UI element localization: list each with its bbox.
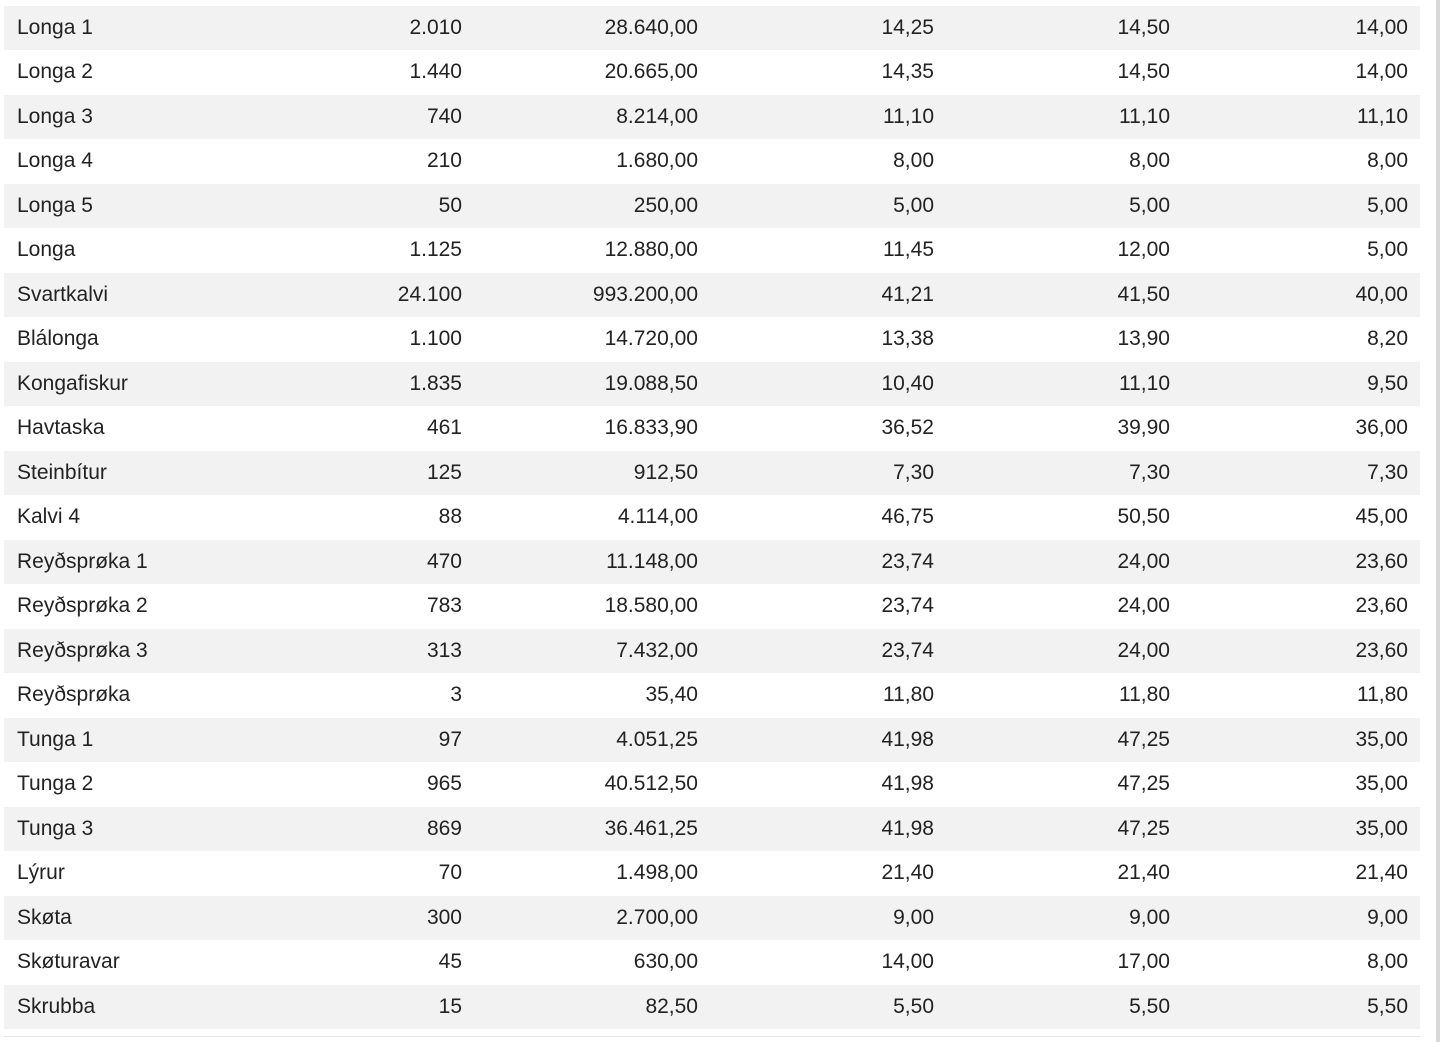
max-price-cell: 11,10 <box>934 95 1170 140</box>
max-price-cell: 21,40 <box>934 852 1170 897</box>
total-value-cell: 19.088,50 <box>462 362 698 407</box>
average-price-cell: 5,50 <box>698 985 934 1030</box>
quantity-cell: 70 <box>304 852 462 897</box>
min-price-cell: 23,60 <box>1170 585 1420 630</box>
max-price-cell: 24,00 <box>934 540 1170 585</box>
table-row <box>4 718 1420 763</box>
table-row <box>4 896 1420 941</box>
total-value-cell: 630,00 <box>462 941 698 986</box>
table-row <box>4 540 1420 585</box>
quantity-cell: 24.100 <box>304 273 462 318</box>
max-price-cell: 17,00 <box>934 941 1170 986</box>
max-price-cell: 8,00 <box>934 140 1170 185</box>
average-price-cell: 8,00 <box>698 140 934 185</box>
average-price-cell: 23,74 <box>698 540 934 585</box>
table-row <box>4 273 1420 318</box>
average-price-cell: 14,00 <box>698 941 934 986</box>
price-table <box>4 6 1420 1030</box>
species-name-cell: Longa 2 <box>4 51 304 96</box>
species-name-cell: Skøta <box>4 896 304 941</box>
total-value-cell: 11.148,00 <box>462 540 698 585</box>
total-value-cell: 12.880,00 <box>462 229 698 274</box>
species-name-cell: Tunga 1 <box>4 718 304 763</box>
quantity-cell: 965 <box>304 763 462 808</box>
max-price-cell: 11,80 <box>934 674 1170 719</box>
species-name-cell: Kongafiskur <box>4 362 304 407</box>
table-row <box>4 140 1420 185</box>
min-price-cell: 45,00 <box>1170 496 1420 541</box>
total-value-cell: 7.432,00 <box>462 629 698 674</box>
average-price-cell: 7,30 <box>698 451 934 496</box>
species-name-cell: Tunga 2 <box>4 763 304 808</box>
table-row <box>4 318 1420 363</box>
average-price-cell: 46,75 <box>698 496 934 541</box>
min-price-cell: 23,60 <box>1170 540 1420 585</box>
max-price-cell: 14,50 <box>934 51 1170 96</box>
max-price-cell: 14,50 <box>934 6 1170 51</box>
species-name-cell: Longa 3 <box>4 95 304 140</box>
species-name-cell: Reyðsprøka 2 <box>4 585 304 630</box>
total-value-cell: 993.200,00 <box>462 273 698 318</box>
quantity-cell: 1.835 <box>304 362 462 407</box>
total-value-cell: 35,40 <box>462 674 698 719</box>
total-value-cell: 1.680,00 <box>462 140 698 185</box>
page-scrollbar[interactable] <box>1436 0 1440 1042</box>
quantity-cell: 783 <box>304 585 462 630</box>
quantity-cell: 3 <box>304 674 462 719</box>
quantity-cell: 50 <box>304 184 462 229</box>
total-value-cell: 250,00 <box>462 184 698 229</box>
quantity-cell: 461 <box>304 407 462 452</box>
quantity-cell: 15 <box>304 985 462 1030</box>
max-price-cell: 47,25 <box>934 807 1170 852</box>
average-price-cell: 23,74 <box>698 585 934 630</box>
total-value-cell: 4.114,00 <box>462 496 698 541</box>
table-row <box>4 95 1420 140</box>
total-value-cell: 40.512,50 <box>462 763 698 808</box>
min-price-cell: 7,30 <box>1170 451 1420 496</box>
quantity-cell: 313 <box>304 629 462 674</box>
species-name-cell: Reyðsprøka 3 <box>4 629 304 674</box>
species-name-cell: Tunga 3 <box>4 807 304 852</box>
average-price-cell: 21,40 <box>698 852 934 897</box>
min-price-cell: 36,00 <box>1170 407 1420 452</box>
total-value-cell: 2.700,00 <box>462 896 698 941</box>
min-price-cell: 21,40 <box>1170 852 1420 897</box>
total-value-cell: 82,50 <box>462 985 698 1030</box>
max-price-cell: 39,90 <box>934 407 1170 452</box>
table-row <box>4 51 1420 96</box>
max-price-cell: 5,50 <box>934 985 1170 1030</box>
min-price-cell: 35,00 <box>1170 718 1420 763</box>
quantity-cell: 1.125 <box>304 229 462 274</box>
average-price-cell: 11,10 <box>698 95 934 140</box>
average-price-cell: 23,74 <box>698 629 934 674</box>
table-row <box>4 852 1420 897</box>
table-row <box>4 229 1420 274</box>
average-price-cell: 41,21 <box>698 273 934 318</box>
average-price-cell: 36,52 <box>698 407 934 452</box>
species-name-cell: Longa 5 <box>4 184 304 229</box>
species-name-cell: Longa 4 <box>4 140 304 185</box>
table-row <box>4 985 1420 1030</box>
max-price-cell: 24,00 <box>934 629 1170 674</box>
species-name-cell: Skrubba <box>4 985 304 1030</box>
average-price-cell: 10,40 <box>698 362 934 407</box>
quantity-cell: 210 <box>304 140 462 185</box>
total-value-cell: 14.720,00 <box>462 318 698 363</box>
total-value-cell: 4.051,25 <box>462 718 698 763</box>
quantity-cell: 88 <box>304 496 462 541</box>
max-price-cell: 7,30 <box>934 451 1170 496</box>
max-price-cell: 47,25 <box>934 763 1170 808</box>
average-price-cell: 11,80 <box>698 674 934 719</box>
quantity-cell: 97 <box>304 718 462 763</box>
min-price-cell: 5,00 <box>1170 184 1420 229</box>
min-price-cell: 35,00 <box>1170 807 1420 852</box>
table-row <box>4 451 1420 496</box>
total-value-cell: 1.498,00 <box>462 852 698 897</box>
total-value-cell: 28.640,00 <box>462 6 698 51</box>
quantity-cell: 125 <box>304 451 462 496</box>
max-price-cell: 12,00 <box>934 229 1170 274</box>
species-name-cell: Svartkalvi <box>4 273 304 318</box>
average-price-cell: 5,00 <box>698 184 934 229</box>
table-row <box>4 184 1420 229</box>
table-bottom-border <box>4 1036 1420 1037</box>
species-name-cell: Reyðsprøka <box>4 674 304 719</box>
average-price-cell: 9,00 <box>698 896 934 941</box>
total-value-cell: 20.665,00 <box>462 51 698 96</box>
species-name-cell: Blálonga <box>4 318 304 363</box>
max-price-cell: 5,00 <box>934 184 1170 229</box>
quantity-cell: 2.010 <box>304 6 462 51</box>
min-price-cell: 9,50 <box>1170 362 1420 407</box>
species-name-cell: Kalvi 4 <box>4 496 304 541</box>
table-row <box>4 496 1420 541</box>
max-price-cell: 11,10 <box>934 362 1170 407</box>
max-price-cell: 41,50 <box>934 273 1170 318</box>
quantity-cell: 45 <box>304 941 462 986</box>
min-price-cell: 8,00 <box>1170 941 1420 986</box>
table-row <box>4 674 1420 719</box>
table-row <box>4 941 1420 986</box>
species-name-cell: Skøturavar <box>4 941 304 986</box>
price-table-container <box>4 6 1420 1030</box>
min-price-cell: 40,00 <box>1170 273 1420 318</box>
total-value-cell: 16.833,90 <box>462 407 698 452</box>
quantity-cell: 740 <box>304 95 462 140</box>
table-row <box>4 807 1420 852</box>
table-row <box>4 763 1420 808</box>
quantity-cell: 869 <box>304 807 462 852</box>
table-row <box>4 362 1420 407</box>
max-price-cell: 24,00 <box>934 585 1170 630</box>
min-price-cell: 11,10 <box>1170 95 1420 140</box>
average-price-cell: 14,35 <box>698 51 934 96</box>
species-name-cell: Havtaska <box>4 407 304 452</box>
quantity-cell: 470 <box>304 540 462 585</box>
average-price-cell: 14,25 <box>698 6 934 51</box>
total-value-cell: 8.214,00 <box>462 95 698 140</box>
table-row <box>4 6 1420 51</box>
min-price-cell: 8,20 <box>1170 318 1420 363</box>
quantity-cell: 1.440 <box>304 51 462 96</box>
species-name-cell: Lýrur <box>4 852 304 897</box>
max-price-cell: 50,50 <box>934 496 1170 541</box>
table-row <box>4 407 1420 452</box>
average-price-cell: 41,98 <box>698 763 934 808</box>
average-price-cell: 13,38 <box>698 318 934 363</box>
min-price-cell: 35,00 <box>1170 763 1420 808</box>
average-price-cell: 11,45 <box>698 229 934 274</box>
total-value-cell: 36.461,25 <box>462 807 698 852</box>
total-value-cell: 18.580,00 <box>462 585 698 630</box>
species-name-cell: Longa <box>4 229 304 274</box>
quantity-cell: 1.100 <box>304 318 462 363</box>
quantity-cell: 300 <box>304 896 462 941</box>
min-price-cell: 5,00 <box>1170 229 1420 274</box>
max-price-cell: 9,00 <box>934 896 1170 941</box>
min-price-cell: 14,00 <box>1170 51 1420 96</box>
species-name-cell: Steinbítur <box>4 451 304 496</box>
max-price-cell: 13,90 <box>934 318 1170 363</box>
average-price-cell: 41,98 <box>698 807 934 852</box>
table-body <box>4 6 1420 1030</box>
min-price-cell: 14,00 <box>1170 6 1420 51</box>
min-price-cell: 23,60 <box>1170 629 1420 674</box>
max-price-cell: 47,25 <box>934 718 1170 763</box>
min-price-cell: 5,50 <box>1170 985 1420 1030</box>
species-name-cell: Longa 1 <box>4 6 304 51</box>
table-row <box>4 629 1420 674</box>
total-value-cell: 912,50 <box>462 451 698 496</box>
table-row <box>4 585 1420 630</box>
min-price-cell: 8,00 <box>1170 140 1420 185</box>
min-price-cell: 9,00 <box>1170 896 1420 941</box>
species-name-cell: Reyðsprøka 1 <box>4 540 304 585</box>
average-price-cell: 41,98 <box>698 718 934 763</box>
min-price-cell: 11,80 <box>1170 674 1420 719</box>
